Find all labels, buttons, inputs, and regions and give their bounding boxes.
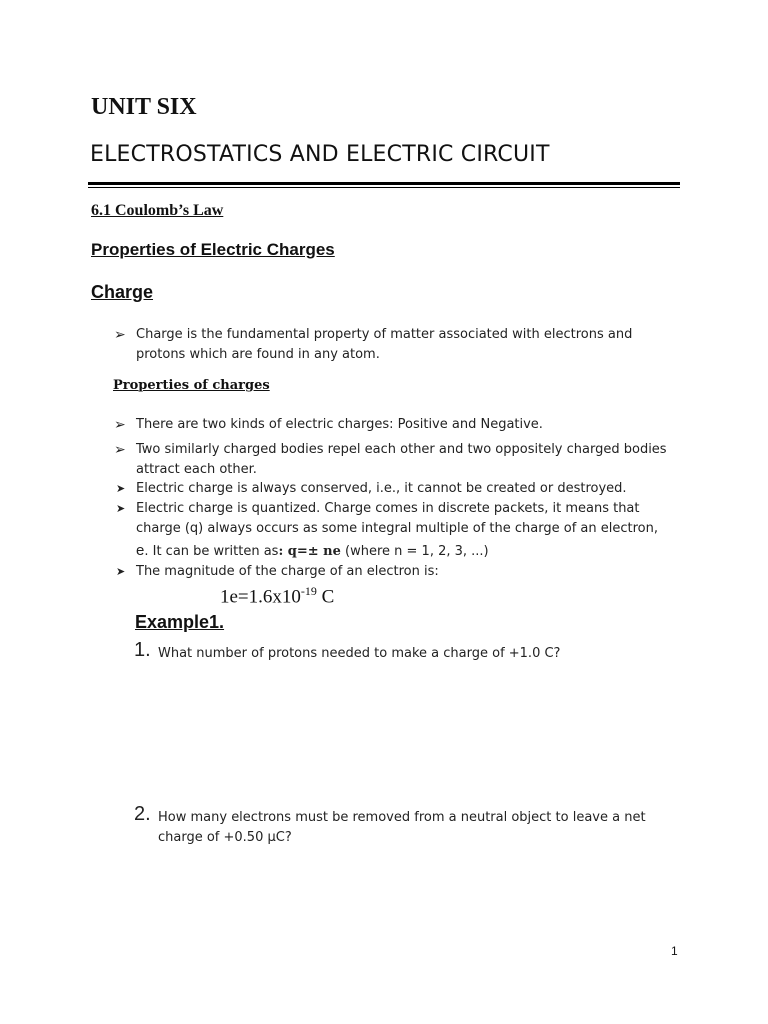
arrow-bullet-icon: ➤	[116, 502, 126, 515]
equation-tail: (where n = 1, 2, 3, ...)	[340, 544, 489, 559]
list-item	[116, 479, 676, 499]
electron-charge-formula	[220, 584, 334, 608]
arrow-bullet-icon: ➢	[114, 442, 126, 458]
equation-lead: . It can be written as	[144, 544, 279, 559]
list-item	[116, 562, 676, 582]
title-rule-thin	[88, 187, 680, 188]
quantized-equation-line	[136, 541, 681, 562]
list-item	[114, 325, 676, 365]
properties-heading: Properties of Electric Charges	[91, 240, 335, 259]
chapter-title: ELECTROSTATICS AND ELECTRIC CIRCUIT	[90, 142, 550, 167]
bullet-text: Two similarly charged bodies repel each other and two oppositely charged bodies attract each other.	[136, 442, 667, 477]
bullet-text: Electric charge is quantized. Charge comes in discrete packets, it means that charge (q) always occurs as some integral multiple of the charge of an electron,	[136, 501, 658, 536]
arrow-bullet-icon: ➢	[114, 327, 126, 343]
properties-of-charges-heading: Properties of charges	[113, 378, 270, 393]
question-text: How many electrons must be removed from a neutral object to leave a net charge of +0.50 µC?	[158, 810, 646, 845]
section-heading: 6.1 Coulomb’s Law	[91, 202, 224, 219]
title-rule-thick	[88, 182, 680, 185]
question-item	[134, 639, 658, 664]
question-number: 1.	[134, 639, 151, 661]
electron-symbol: e	[136, 542, 145, 559]
question-text: What number of protons needed to make a charge of +1.0 C?	[158, 646, 561, 661]
unit-title: UNIT SIX	[91, 94, 197, 120]
bullet-text: Charge is the fundamental property of matter associated with electrons and protons which are found in any atom.	[136, 327, 633, 362]
bullet-text: The magnitude of the charge of an electron is:	[136, 564, 439, 579]
question-item	[134, 803, 668, 848]
arrow-bullet-icon: ➤	[116, 565, 126, 578]
bullet-text: Electric charge is always conserved, i.e., it cannot be created or destroyed.	[136, 481, 627, 496]
charge-heading: Charge	[91, 282, 154, 302]
list-item	[114, 440, 676, 480]
formula-unit: C	[316, 586, 335, 608]
question-number: 2.	[134, 803, 151, 825]
page-number: 1	[671, 944, 678, 958]
charge-equation: : q=± ne	[278, 544, 341, 559]
list-item	[116, 499, 681, 562]
arrow-bullet-icon: ➤	[116, 482, 126, 495]
arrow-bullet-icon: ➢	[114, 417, 126, 433]
example-heading: Example1.	[135, 612, 225, 632]
bullet-text: There are two kinds of electric charges: Positive and Negative.	[136, 417, 543, 432]
list-item	[114, 415, 676, 435]
formula-base: 1e=1.6x10	[220, 586, 301, 608]
formula-exponent: -19	[300, 584, 317, 598]
